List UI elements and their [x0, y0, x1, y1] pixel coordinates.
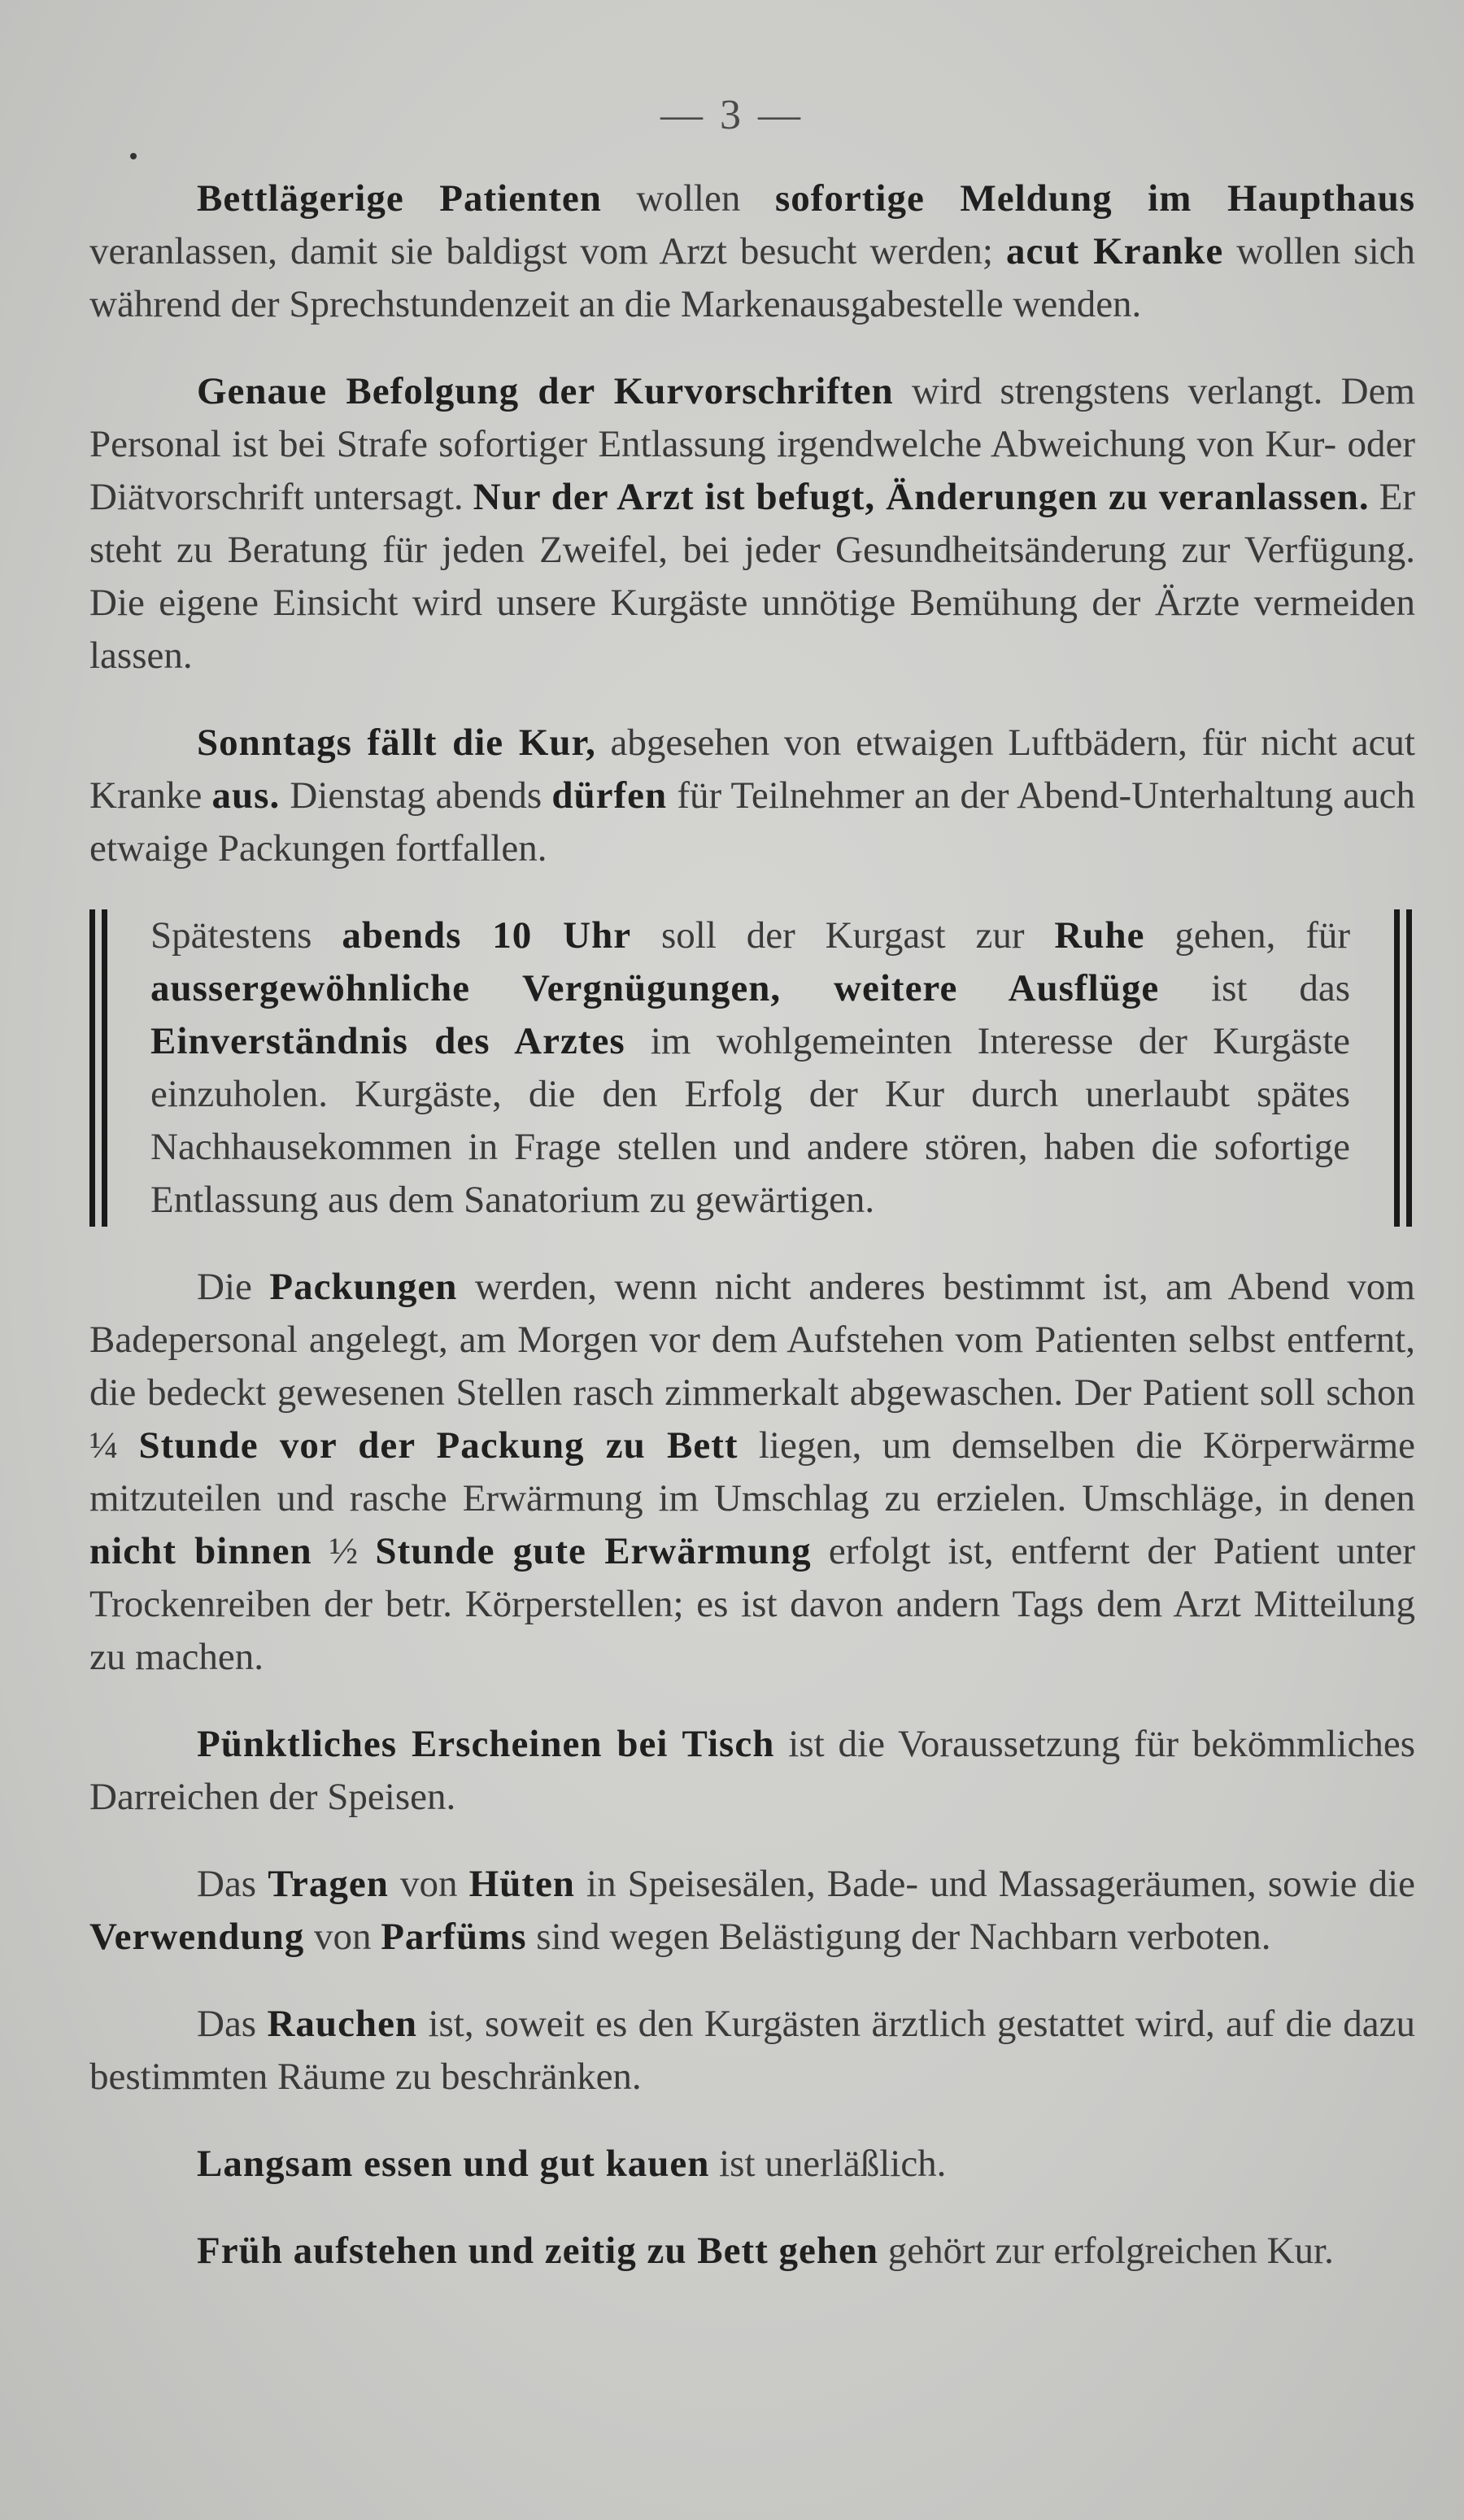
- double-rule-left: [89, 909, 111, 1227]
- page-number: — 3 —: [660, 92, 804, 138]
- paragraph-eating: Langsam essen und gut kauen ist unerläßlich.: [197, 2143, 947, 2185]
- paragraph-sunday: Sonntags fällt die Kur, abgesehen von etwaigen Luftbädern, für nicht acut Kranke aus. Dienstag abends dürfen für Teilnehmer an der Abend-Unterhaltung auch etwaige Packungen fortfallen.: [89, 722, 1415, 870]
- ink-dot: [130, 153, 137, 159]
- paragraph-packings: Die Packungen werden, wenn nicht anderes bestimmt ist, am Abend vom Badepersonal angelegt, am Morgen vor dem Aufstehen vom Patienten selbst entfernt, die bedeckt gewesenen Stellen rasch zimmerkalt abgewaschen. Der Patient soll schon ¼ Stunde vor der Packung zu Bett liegen, um demselben die Körperwärme mitzuteilen und rasche Erwärmung im Umschlag zu erzielen. Umschläge, in denen nicht binnen ½ Stunde gute Erwärmung erfolgt ist, entfernt der Patient unter Trockenreiben der betr. Körperstellen; es ist davon andern Tags dem Arzt Mitteilung zu machen.: [89, 1266, 1416, 1678]
- paragraph-cure-rules: Genaue Befolgung der Kurvorschriften wird strengstens verlangt. Dem Personal ist bei Strafe sofortiger Entlassung irgendwelche Abweichung von Kur- oder Diätvorschrift untersagt. Nur der Arzt ist befugt, Änderungen zu veranlassen. Er steht zu Beratung für jeden Zweifel, bei jeder Gesundheitsänderung zur Verfügung. Die eigene Einsicht wird unsere Kurgäste unnötige Bemühung der Ärzte vermeiden lassen.: [89, 370, 1415, 677]
- paragraph-curfew: Spätestens abends 10 Uhr soll der Kurgast zur Ruhe gehen, für aussergewöhnliche Vergnügungen, weitere Ausflüge ist das Einverständnis des Arztes im wohlgemeinten Interesse der Kurgäste einzuholen. Kurgäste, die den Erfolg der Kur durch unerlaubt spätes Nachhausekommen in Frage stellen und andere stören, haben die sofortige Entlassung aus dem Sanatorium zu gewärtigen.: [150, 914, 1351, 1221]
- paragraph-hats-perfume: Das Tragen von Hüten in Speisesälen, Bade- und Massageräumen, sowie die Verwendung von Parfüms sind wegen Belästigung der Nachbarn verboten.: [89, 1863, 1416, 1958]
- paragraph-punctuality: Pünktliches Erscheinen bei Tisch ist die Voraussetzung für bekömmliches Darreichen der Speisen.: [89, 1723, 1415, 1818]
- boxed-notice: [89, 909, 1415, 1227]
- paragraph-bedridden-patients: Bettlägerige Patienten wollen sofortige Meldung im Haupthaus veranlassen, damit sie baldigst vom Arzt besucht werden; acut Kranke wollen sich während der Sprechstundenzeit an die Markenausgabestelle wenden.: [89, 177, 1416, 325]
- paragraph-smoking: Das Rauchen ist, soweit es den Kurgästen ärztlich gestattet wird, auf die dazu bestimmten Räume zu beschränken.: [89, 2003, 1416, 2098]
- double-rule-right: [1394, 909, 1415, 1227]
- body-text: [89, 172, 1415, 2278]
- paragraph-early-rise: Früh aufstehen und zeitig zu Bett gehen gehört zur erfolgreichen Kur.: [197, 2230, 1334, 2272]
